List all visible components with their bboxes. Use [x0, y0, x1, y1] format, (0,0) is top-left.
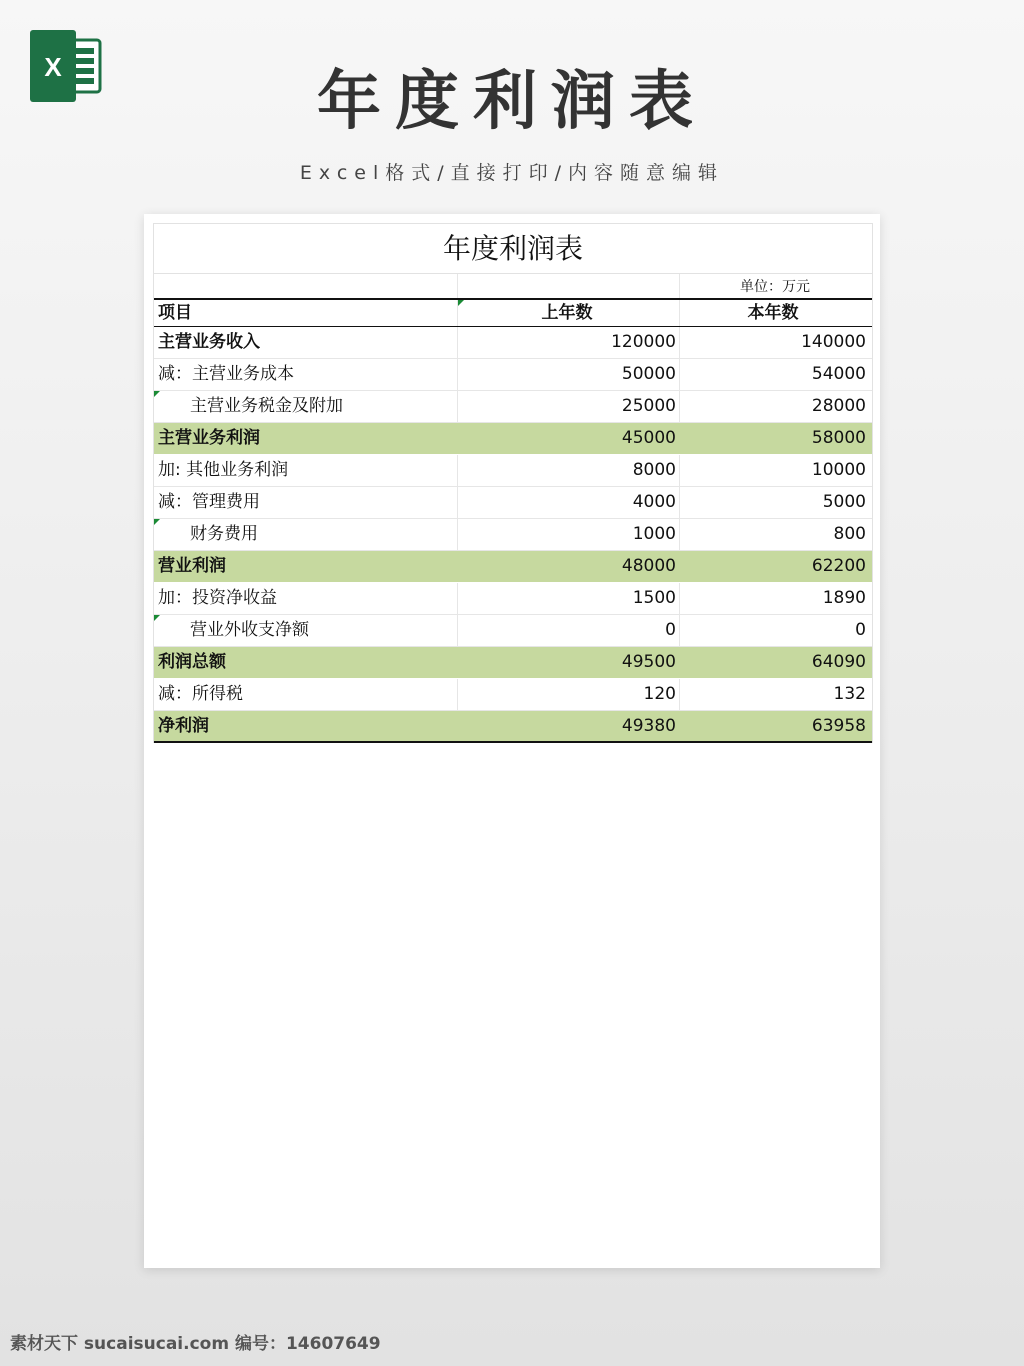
page-title: 年度利润表: [317, 65, 707, 139]
page-subtitle: Excel格式/直接打印/内容随意编辑: [299, 162, 725, 184]
table-row-total: 净利润 49380 63958: [154, 711, 872, 743]
table-row: 主营业务收入 120000 140000: [154, 327, 872, 359]
svg-text:X: X: [44, 52, 62, 82]
table-row: 加: 其他业务利润 8000 10000: [154, 455, 872, 487]
table-row: 减：所得税 120 132: [154, 679, 872, 711]
column-header-prev: 上年数: [458, 300, 680, 326]
column-header-item: 项目: [154, 300, 458, 326]
table-row: 减：管理费用 4000 5000: [154, 487, 872, 519]
unit-label: 单位：万元: [740, 279, 810, 295]
table-row: 减：主营业务成本 50000 54000: [154, 359, 872, 391]
column-header-curr: 本年数: [747, 303, 799, 323]
column-header-row: [154, 300, 872, 327]
table-row-subtotal: 利润总额 49500 64090: [154, 647, 872, 679]
table-row: 财务费用 1000 800: [154, 519, 872, 551]
table-row: 主营业务税金及附加 25000 28000: [154, 391, 872, 423]
spreadsheet-preview: [144, 214, 880, 1268]
table-row-subtotal: 营业利润 48000 62200: [154, 551, 872, 583]
table-row: 营业外收支净额 0 0: [154, 615, 872, 647]
table-row: 加：投资净收益 1500 1890: [154, 583, 872, 615]
watermark-text: 素材天下 sucaisucai.com 编号：14607649: [10, 1334, 381, 1354]
table-title: 年度利润表: [154, 223, 872, 274]
income-statement-table: [153, 223, 873, 743]
table-row-subtotal: 主营业务利润 45000 58000: [154, 423, 872, 455]
unit-row: [154, 274, 872, 300]
